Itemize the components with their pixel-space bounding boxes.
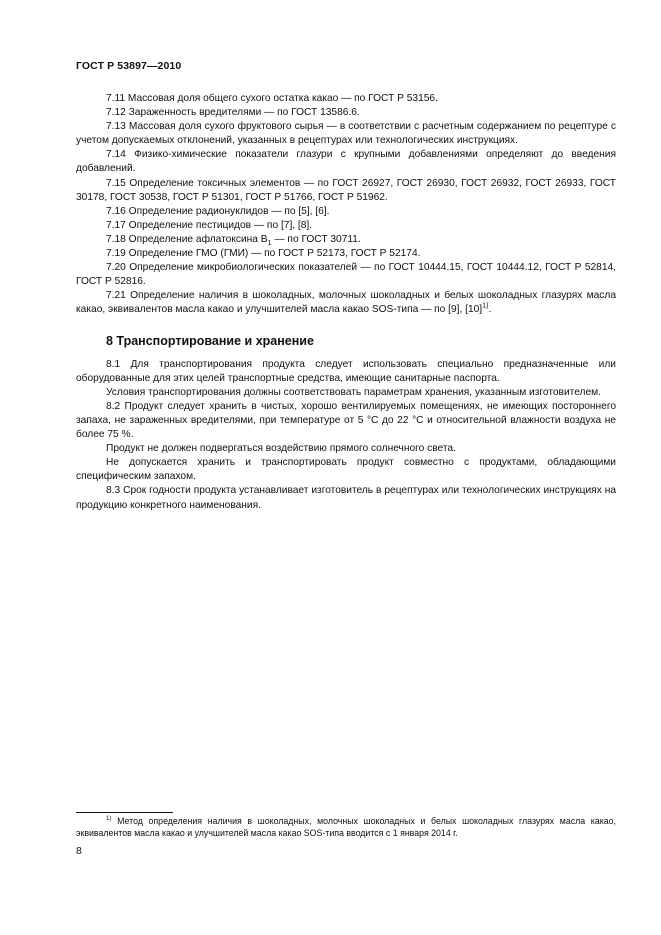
paragraph-7-20: 7.20 Определение микробиологических показателей — по ГОСТ 10444.15, ГОСТ 10444.12, ГОСТ Р 52814, ГОСТ Р 52816. bbox=[76, 262, 616, 288]
paragraph-7-17: 7.17 Определение пестицидов — по [7], [8]. bbox=[106, 219, 313, 231]
paragraph-7-18 bbox=[76, 233, 616, 247]
paragraph-8-1-conditions: Условия транспортирования должны соответствовать параметрам хранения, указанным изготовителем. bbox=[106, 386, 601, 398]
paragraph-8-2-odor: Не допускается хранить и транспортировать продукт совместно с продуктами, обладающими специфическим запахом. bbox=[76, 457, 616, 483]
footnote bbox=[76, 815, 616, 839]
paragraph-7-21-text: 7.21 Определение наличия в шоколадных, молочных шоколадных и белых шоколадных глазурях масла какао, эквивалентов масла какао и улучшителей масла какао SOS-типа — по [9], [10] bbox=[76, 290, 616, 316]
paragraph-7-15: 7.15 Определение токсичных элементов — по ГОСТ 26927, ГОСТ 26930, ГОСТ 26932, ГОСТ 26933, ГОСТ 30178, ГОСТ 30538, ГОСТ Р 51301, ГОСТ Р 51766, ГОСТ Р 51962. bbox=[76, 177, 616, 203]
paragraph-8-1: 8.1 Для транспортирования продукта следует использовать специально предназначенные или оборудованные для этих целей транспортные средства, имеющие санитарные паспорта. bbox=[76, 358, 616, 384]
paragraph-7-14: 7.14 Физико-химические показатели глазури с крупными добавлениями определяют до введения добавлений. bbox=[76, 149, 616, 175]
paragraph-7-18-tail: — по ГОСТ 30711. bbox=[271, 233, 361, 245]
aflatoxin-subscript: 1 bbox=[267, 238, 272, 247]
footnote-text bbox=[76, 815, 616, 839]
paragraph-7-11: 7.11 Массовая доля общего сухого остатка какао — по ГОСТ Р 53156. bbox=[106, 93, 438, 104]
footnote-marker: 1) bbox=[106, 815, 112, 823]
document-header: ГОСТ Р 53897—2010 bbox=[76, 60, 182, 72]
paragraph-7-19: 7.19 Определение ГМО (ГМИ) — по ГОСТ Р 52173, ГОСТ Р 52174. bbox=[106, 248, 421, 260]
paragraph-8-2-sunlight: Продукт не должен подвергаться воздействию прямого солнечного света. bbox=[106, 443, 456, 455]
paragraph-8-2: 8.2 Продукт следует хранить в чистых, хорошо вентилируемых помещениях, не имеющих постороннего запаха, не зараженных вредителями, при температуре от 5 °С до 22 °С и относительной влажности воздуха не более 75 %. bbox=[76, 400, 616, 441]
paragraph-7-12: 7.12 Зараженность вредителями — по ГОСТ 13586.6. bbox=[106, 107, 360, 119]
paragraph-7-13: 7.13 Массовая доля сухого фруктового сырья — в соответствии с расчетным содержанием по рецептуре с учетом допускаемых отклонений, указанных в рецептурах или технологических инструкциях. bbox=[76, 121, 616, 147]
paragraph-7-21 bbox=[76, 289, 616, 317]
paragraph-8-3: 8.3 Срок годности продукта устанавливает изготовитель в рецептурах или технологических инструкциях на продукцию конкретного наименования. bbox=[76, 485, 616, 511]
footnote-reference: 1) bbox=[482, 302, 489, 311]
paragraph-7-21-end: . bbox=[488, 304, 492, 316]
body-text bbox=[76, 92, 616, 513]
footnote-body: Метод определения наличия в шоколадных, молочных шоколадных и белых шоколадных глазурях масла какао, эквивалентов масла какао и улучшителей масла какао SOS-типа вводится с 1 января 2014 г. bbox=[76, 816, 616, 839]
paragraph-7-18-text: 7.18 Определение афлатоксина B bbox=[106, 233, 268, 245]
footnote-divider bbox=[76, 812, 173, 813]
page-number: 8 bbox=[76, 845, 82, 857]
paragraph-7-16: 7.16 Определение радионуклидов — по [5], [6]. bbox=[106, 205, 330, 217]
section-8-title: 8 Транспортирование и хранение bbox=[106, 333, 314, 348]
